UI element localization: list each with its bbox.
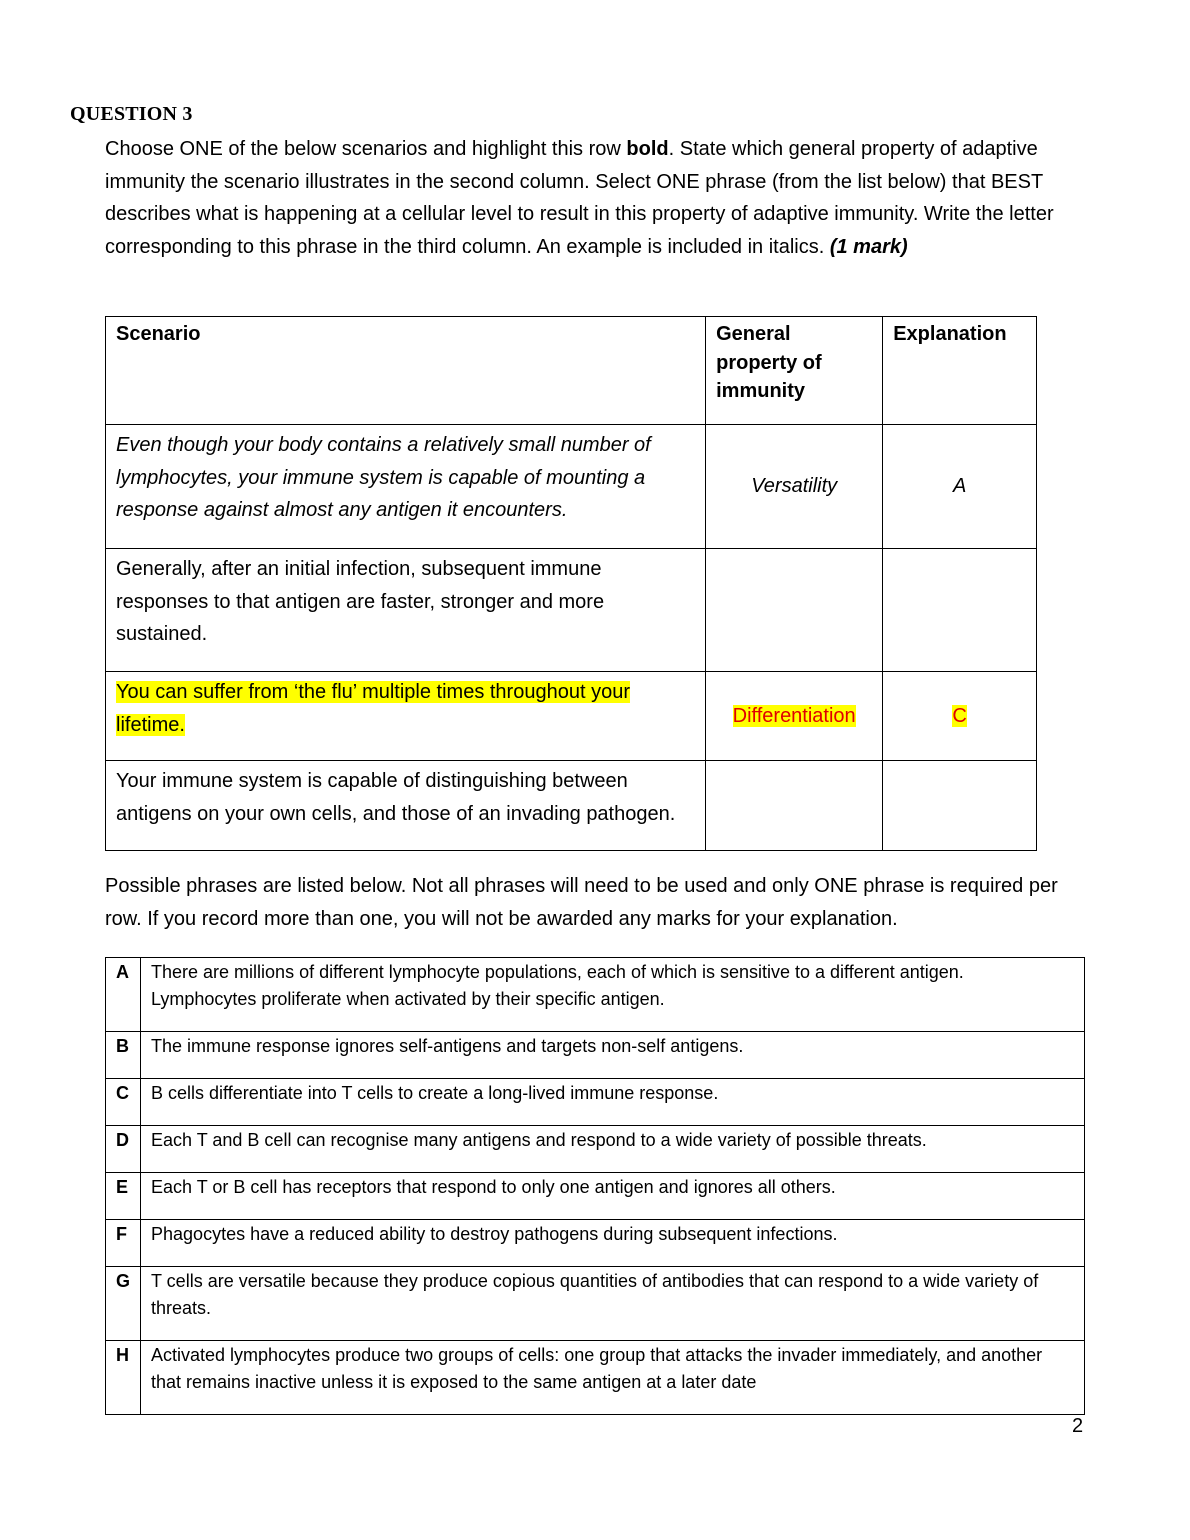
phrases-table: [105, 957, 1085, 1415]
scenario-row: [106, 761, 1037, 851]
property-cell[interactable]: [706, 761, 883, 851]
scenario-row-example: [106, 425, 1037, 549]
explanation-cell[interactable]: A: [883, 425, 1037, 549]
scenario-row-highlighted: [106, 672, 1037, 761]
phrase-row: [106, 958, 1085, 1032]
scenario-table: [105, 316, 1037, 851]
scenario-cell: Even though your body contains a relatively small number of lymphocytes, your immune system is capable of mounting a response against almost any antigen it encounters.: [106, 425, 706, 549]
explanation-cell[interactable]: [883, 549, 1037, 672]
phrase-row: [106, 1079, 1085, 1126]
explanation-cell[interactable]: [883, 672, 1037, 761]
phrase-row: [106, 1173, 1085, 1220]
instructions-text-cont: . State which general property of adaptive immunity the scenario illustrates in the second column. Select ONE phrase (from the list below) that BEST describes what is happening at a cellular level to result in this property of adaptive immunity. Write the letter corresponding to this phrase in the third column. An example is included in italics.: [105, 138, 1054, 258]
explanation-cell[interactable]: [883, 761, 1037, 851]
phrase-row: [106, 1267, 1085, 1341]
header-scenario: Scenario: [106, 317, 706, 425]
phrase-letter: F: [106, 1220, 141, 1267]
phrase-text: There are millions of different lymphocyte populations, each of which is sensitive to a different antigen. Lymphocytes proliferate when activated by their specific antigen.: [141, 958, 1085, 1032]
phrase-letter: E: [106, 1173, 141, 1220]
phrase-text: T cells are versatile because they produce copious quantities of antibodies that can respond to a wide variety of threats.: [141, 1267, 1085, 1341]
phrase-letter: D: [106, 1126, 141, 1173]
phrase-text: Each T or B cell has receptors that respond to only one antigen and ignores all others.: [141, 1173, 1085, 1220]
header-property: General property of immunity: [706, 317, 883, 425]
instructions-bold-word: bold: [626, 138, 669, 160]
property-cell[interactable]: [706, 549, 883, 672]
phrase-row: [106, 1341, 1085, 1415]
highlighted-scenario-text: You can suffer from ‘the flu’ multiple times throughout your lifetime.: [116, 681, 630, 736]
question-instructions: [105, 133, 1090, 263]
page-number: 2: [1072, 1415, 1084, 1437]
scenario-cell: Generally, after an initial infection, subsequent immune responses to that antigen are faster, stronger and more sustained.: [106, 549, 706, 672]
property-cell[interactable]: [706, 672, 883, 761]
phrases-intro: Possible phrases are listed below. Not all phrases will need to be used and only ONE phrase is required per row. If you record more than one, you will not be awarded any marks for your explanation.: [105, 875, 1058, 930]
explanation-answer: C: [952, 704, 967, 727]
scenario-row: [106, 549, 1037, 672]
phrase-row: [106, 1032, 1085, 1079]
phrase-text: B cells differentiate into T cells to create a long-lived immune response.: [141, 1079, 1085, 1126]
phrase-text: Phagocytes have a reduced ability to destroy pathogens during subsequent infections.: [141, 1220, 1085, 1267]
question-heading: QUESTION 3: [70, 103, 193, 125]
scenario-table-header: [106, 317, 1037, 425]
phrase-row: [106, 1126, 1085, 1173]
phrase-row: [106, 1220, 1085, 1267]
phrase-text: Activated lymphocytes produce two groups of cells: one group that attacks the invader immediately, and another that remains inactive unless it is exposed to the same antigen at a later date: [141, 1341, 1085, 1415]
phrase-text: Each T and B cell can recognise many antigens and respond to a wide variety of possible threats.: [141, 1126, 1085, 1173]
phrase-letter: B: [106, 1032, 141, 1079]
marks-label: (1 mark): [829, 235, 908, 258]
phrase-text: The immune response ignores self-antigens and targets non-self antigens.: [141, 1032, 1085, 1079]
phrase-letter: C: [106, 1079, 141, 1126]
property-answer: Differentiation: [732, 704, 856, 727]
instructions-text: Choose ONE of the below scenarios and highlight this row: [105, 138, 627, 160]
header-explanation: Explanation: [883, 317, 1037, 425]
property-cell[interactable]: Versatility: [706, 425, 883, 549]
phrase-letter: G: [106, 1267, 141, 1341]
phrase-letter: H: [106, 1341, 141, 1415]
phrase-letter: A: [106, 958, 141, 1032]
scenario-cell: [106, 672, 706, 761]
scenario-cell: Your immune system is capable of distinguishing between antigens on your own cells, and those of an invading pathogen.: [106, 761, 706, 851]
